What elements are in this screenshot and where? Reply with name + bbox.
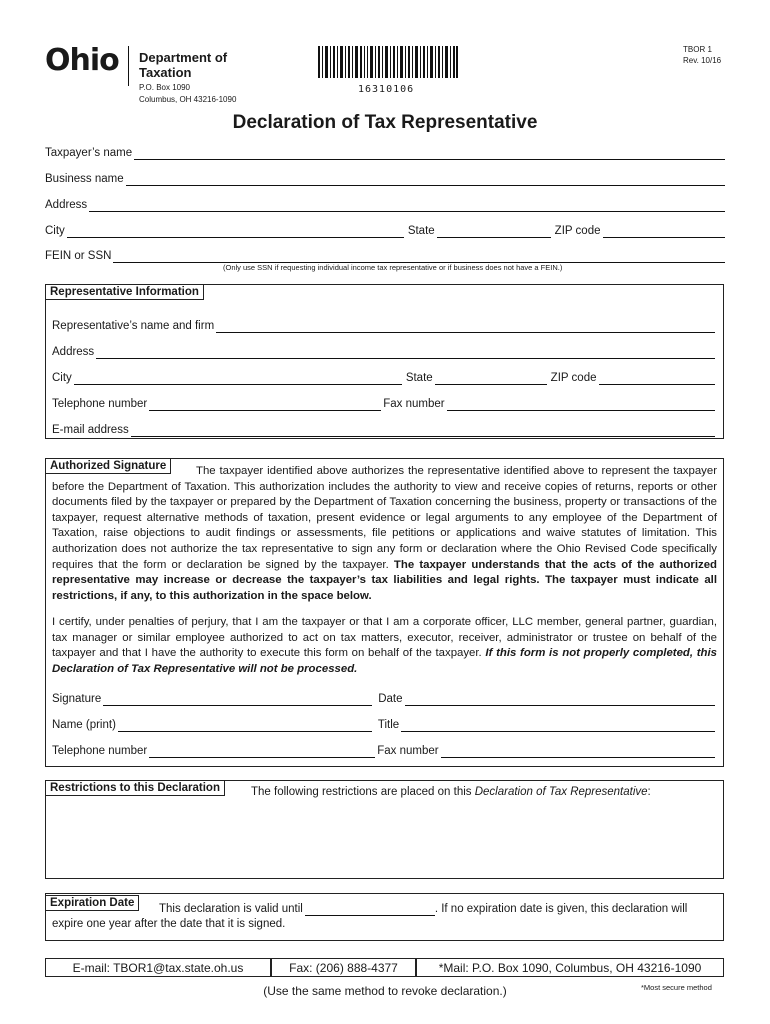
department-address <box>139 82 236 106</box>
signature-field[interactable] <box>103 694 372 706</box>
rep-zip-label: ZIP code <box>550 372 597 384</box>
authorization-text: The taxpayer identified above authorizes the representative identified above to represent the taxpayer before the Department of Taxation. This authorization includes the authority to view and receive copies of returns, reports or other documents filed by the taxpayer or prepared by the Department of Taxation concerning the business, property or transactions of the taxpayer, request alternative methods of taxation, present evidence or legal arguments to any employee of the Department of Taxation, raise objections to audit findings or assessments, file petitions or applications and waive statutes of limitation. This authorization does not authorize the tax representative to sign any form or declaration where the Ohio Revised Code specifically requires that the form or declaration be signed by the taxpayer. <box>52 465 717 571</box>
representative-section <box>45 284 724 439</box>
rep-email-row <box>52 421 715 437</box>
taxpayer-zip-label: ZIP code <box>554 225 601 237</box>
signer-phone-label: Telephone number <box>52 745 148 757</box>
department-line-2: Taxation <box>139 65 192 80</box>
rep-address-label: Address <box>52 346 95 358</box>
form-revision: Rev. 10/16 <box>683 56 722 65</box>
rep-name-field[interactable] <box>216 321 715 333</box>
restrictions-intro-italic: Declaration of Tax Representative <box>474 786 648 798</box>
name-print-label: Name (print) <box>52 719 116 731</box>
rep-name-label: Representative’s name and firm <box>52 320 215 332</box>
rep-email-field[interactable] <box>131 425 715 437</box>
title-field[interactable] <box>401 720 715 732</box>
revoke-note: (Use the same method to revoke declaration.) <box>263 984 507 998</box>
taxpayer-address-label: Address <box>45 199 88 211</box>
authorization-paragraph <box>52 464 717 604</box>
business-name-label: Business name <box>45 173 124 185</box>
certification-paragraph <box>52 615 717 677</box>
taxpayer-city-field[interactable] <box>67 226 404 238</box>
po-box: P.O. Box 1090 <box>139 83 190 92</box>
footer-mail: *Mail: P.O. Box 1090, Columbus, OH 43216-1090 <box>416 958 724 977</box>
department-name <box>139 50 227 80</box>
business-name-field[interactable] <box>126 174 725 186</box>
fein-row <box>45 247 725 263</box>
rep-city-label: City <box>52 372 72 384</box>
taxpayer-name-row <box>45 144 725 160</box>
rep-address-row <box>52 343 715 359</box>
fein-field[interactable] <box>113 251 725 263</box>
date-field[interactable] <box>405 694 715 706</box>
taxpayer-address-row <box>45 196 725 212</box>
rep-state-label: State <box>405 372 433 384</box>
rep-email-label: E-mail address <box>52 424 129 436</box>
expiration-date-field[interactable] <box>305 904 435 916</box>
taxpayer-city-row <box>45 222 725 238</box>
taxpayer-zip-field[interactable] <box>603 226 726 238</box>
authorization-bold-text: The taxpayer understands that the acts of the authorized representative may increase or decrease the taxpayer’s tax liabilities and legal rights. The taxpayer must indicate all restrictions, if any, to this authorization in the space below. <box>52 558 717 602</box>
authorization-section-title: Authorized Signature <box>45 458 171 474</box>
representative-section-title: Representative Information <box>45 284 204 300</box>
taxpayer-city-label: City <box>45 225 65 237</box>
taxpayer-state-field[interactable] <box>437 226 551 238</box>
rep-zip-field[interactable] <box>599 373 716 385</box>
expiration-text-after: . If no expiration date is given, this declaration will <box>434 903 688 915</box>
signature-label: Signature <box>52 693 102 705</box>
signer-phone-row <box>52 742 715 758</box>
taxpayer-name-field[interactable] <box>134 148 725 160</box>
certification-text: I certify, under penalties of perjury, that I am the taxpayer or that I am a corporate officer, LLC member, general partner, guardian, tax manager or similar employee authorized to act on tax matters, executor, receiver, administrator or trustee on behalf of the taxpayer and that I have the authority to execute this form on behalf of the taxpayer. <box>52 616 717 660</box>
rep-city-field[interactable] <box>74 373 402 385</box>
barcode-number: 16310106 <box>358 84 415 95</box>
page-title: Declaration of Tax Representative <box>232 112 538 133</box>
expiration-row <box>159 900 719 916</box>
footer-fax: Fax: (206) 888-4377 <box>271 958 416 977</box>
ohio-logo: Ohio <box>45 43 119 78</box>
restrictions-intro-text: The following restrictions are placed on this <box>251 786 475 798</box>
rep-fax-field[interactable] <box>447 399 715 411</box>
form-number: TBOR 1 <box>683 45 712 54</box>
barcode-icon <box>318 46 458 78</box>
rep-fax-label: Fax number <box>383 398 445 410</box>
restrictions-section-title: Restrictions to this Declaration <box>45 780 225 796</box>
restrictions-intro-end: : <box>647 786 651 798</box>
rep-phone-field[interactable] <box>149 399 381 411</box>
title-label: Title <box>377 719 400 731</box>
logo-divider <box>128 46 129 86</box>
city-line: Columbus, OH 43216-1090 <box>139 95 237 104</box>
signer-fax-field[interactable] <box>441 746 715 758</box>
signer-fax-label: Fax number <box>377 745 439 757</box>
signer-phone-field[interactable] <box>149 746 375 758</box>
taxpayer-state-label: State <box>407 225 435 237</box>
fein-label: FEIN or SSN <box>45 250 112 262</box>
rep-city-row <box>52 369 715 385</box>
taxpayer-address-field[interactable] <box>89 200 725 212</box>
expiration-section-title: Expiration Date <box>45 895 139 911</box>
taxpayer-name-label: Taxpayer’s name <box>45 147 133 159</box>
date-label: Date <box>378 693 403 705</box>
certification-warning: If this form is not properly completed, this Declaration of Tax Representative will not be processed. <box>52 647 718 675</box>
rep-phone-row <box>52 395 715 411</box>
rep-state-field[interactable] <box>435 373 547 385</box>
rep-address-field[interactable] <box>96 347 715 359</box>
restrictions-intro <box>251 786 651 798</box>
department-line-1: Department of <box>139 50 228 65</box>
business-name-row <box>45 170 725 186</box>
signature-row <box>52 690 715 706</box>
name-print-row <box>52 716 715 732</box>
expiration-text-before: This declaration is valid until <box>159 903 303 915</box>
footer-email[interactable]: E-mail: TBOR1@tax.state.oh.us <box>45 958 271 977</box>
name-print-field[interactable] <box>118 720 372 732</box>
expiration-text-line2: expire one year after the date that it is signed. <box>52 918 286 930</box>
rep-phone-label: Telephone number <box>52 398 148 410</box>
form-id <box>683 44 721 66</box>
fein-note: (Only use SSN if requesting individual income tax representative or if business does not have a FEIN.) <box>223 263 563 272</box>
secure-method-note: *Most secure method <box>641 983 712 992</box>
rep-name-row <box>52 317 715 333</box>
